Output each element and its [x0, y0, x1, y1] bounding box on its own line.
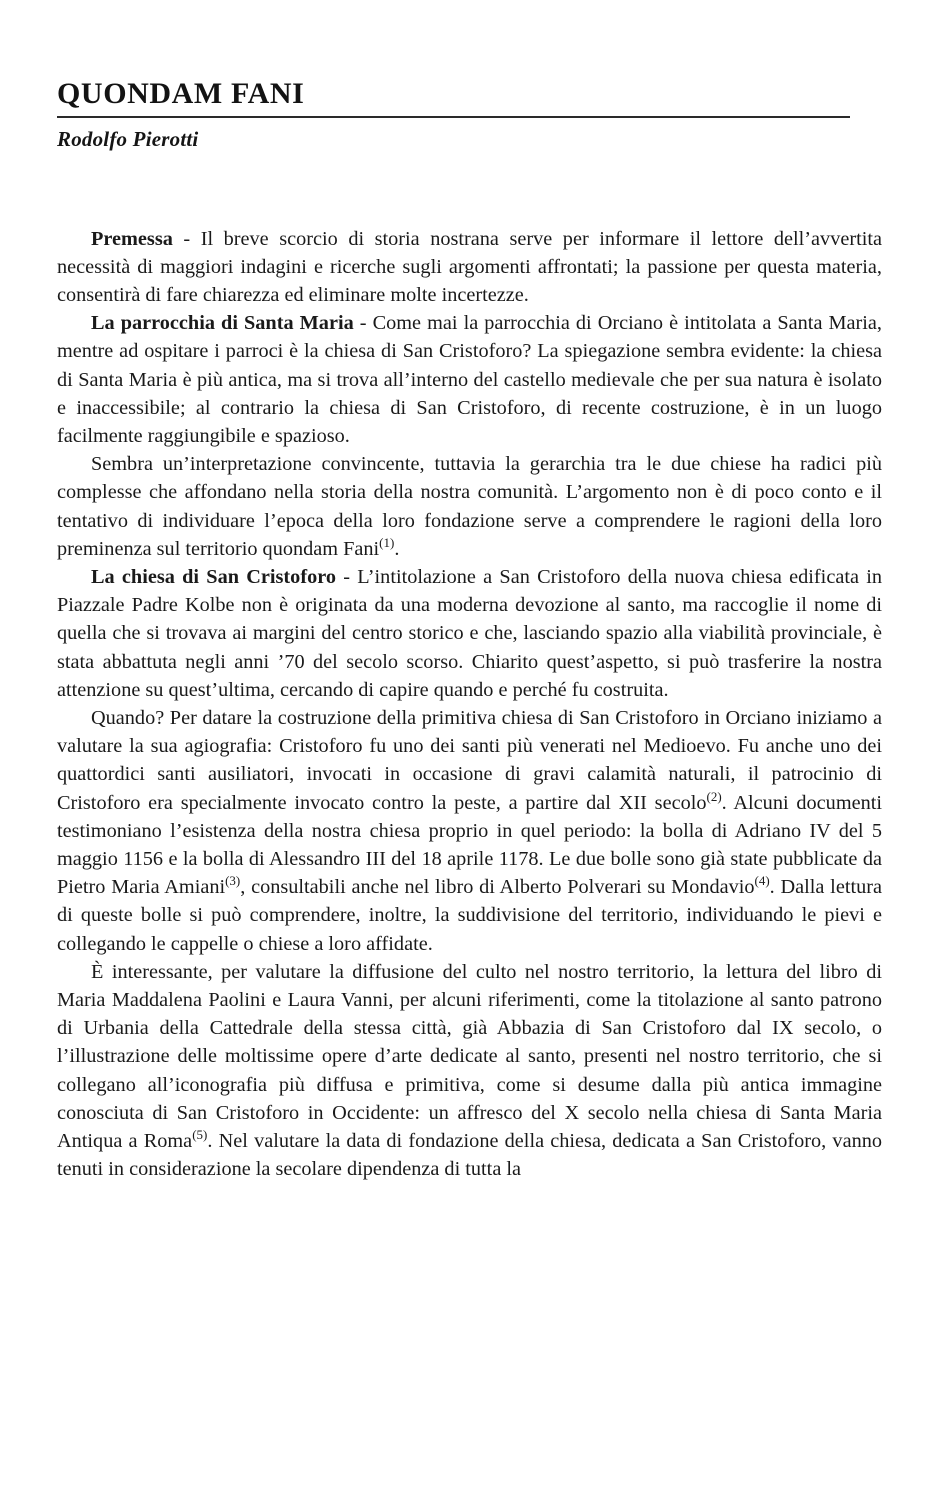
page-title: QUONDAM FANI [57, 77, 305, 110]
author-byline: Rodolfo Pierotti [57, 126, 199, 151]
footnote-marker[interactable]: (3) [225, 873, 241, 889]
footnote-marker[interactable]: (5) [192, 1127, 208, 1143]
paragraph-parrocchia-santa-maria: La parrocchia di Santa Maria - Come mai la parrocchia di Orciano è intitolata a Santa Maria, mentre ad ospitare i parroci è la chiesa di San Cristoforo? La spiegazione sembra evidente: la chiesa di Santa Maria è più antica, ma si trova all’interno del castello medievale che per sua natura è isolato e inaccessibile; al contrario la chiesa di San Cristoforo, di recente costruzione, è in un luogo facilmente raggiungibile e spazioso. [57, 312, 882, 447]
paragraph-chiesa-san-cristoforo: La chiesa di San Cristoforo - L’intitolazione a San Cristoforo della nuova chiesa edificata in Piazzale Padre Kolbe non è originata da una moderna devozione al santo, ma raccoglie il nome di quella che si trovava ai margini del centro storico e che, lasciando spazio alla viabilità provinciale, è stata abbattuta negli anni ’70 del secolo scorso. Chiarito quest’aspetto, si può trasferire la nostra attenzione su quest’ultima, cercando di capire quando e perché fu costruita. [57, 565, 882, 701]
paragraph-lead-in: Premessa [91, 227, 173, 250]
paragraph-lead-in: La chiesa di San Cristoforo [91, 565, 336, 588]
footnote-marker[interactable]: (1) [379, 534, 395, 550]
paragraph-lead-in: La parrocchia di Santa Maria [91, 312, 354, 335]
page-content [57, 78, 882, 1183]
paragraph-e-interessante: È interessante, per valutare la diffusione del culto nel nostro territorio, la lettura del libro di Maria Maddalena Paolini e Laura Vanni, per alcuni riferimenti, come la titolazione al santo patrono di Urbania della Cattedrale della stessa città, già Abbazia di San Cristoforo dal IX secolo, o l’illustrazione delle moltissime opere d’arte dedicate al santo, presenti nel nostro territorio, che si collegano all’iconografia più diffusa e primitiva, come si desume dalla più antica immagine conosciuta di San Cristoforo in Occidente: un affresco del X secolo nella chiesa di Santa Maria Antiqua a Roma$^{(5)}$. Nel valutare la data di fondazione della chiesa, dedicata a San Cristoforo, vanno tenuti in considerazione la secolare dipendenza di tutta la [57, 960, 882, 1181]
paragraph-premessa: Premessa - Il breve scorcio di storia nostrana serve per informare il lettore dell’avvertita necessità di maggiori indagini e ricerche sugli argomenti affrontati; la passione per questa materia, consentirà di fare chiarezza ed eliminare molte incertezze. [57, 227, 882, 306]
footnote-marker[interactable]: (4) [754, 873, 770, 889]
paragraph-quando-datare: Quando? Per datare la costruzione della primitiva chiesa di San Cristoforo in Orciano iniziamo a valutare la sua agiografia: Cristoforo fu uno dei santi più venerati nel Medioevo. Fu anche uno dei quattordici santi ausiliatori, invocati in occasione di gravi calamità naturali, il patrocinio di Cristoforo era specialmente invocato contro la peste, a partire dal XII secolo$^{(2)}$. Alcuni documenti testimoniano l’esistenza della nostra chiesa proprio in quel periodo: la bolla di Adriano IV del 5 maggio 1156 e la bolla di Alessandro III del 18 aprile 1178. Le due bolle sono già state pubblicate da Pietro Maria Amiani$^{(3)}$, consultabili anche nel libro di Alberto Polverari su Mondavio$^{(4)}$. Dalla lettura di queste bolle si può comprendere, inoltre, la suddivisione del territorio, individuando le pievi e collegando le cappelle o chiese a loro affidate. [57, 706, 883, 955]
paragraph-sembra-interpretazione: Sembra un’interpretazione convincente, tuttavia la gerarchia tra le due chiese ha radici più complesse che affondano nella storia della nostra comunità. L’argomento non è di poco conto e il tentativo di individuare l’epoca della loro fondazione serve a comprendere le ragioni della loro preminenza sul territorio quondam Fani$^{(1)}$. [57, 453, 882, 560]
article-body [57, 225, 882, 1184]
footnote-marker[interactable]: (2) [706, 788, 722, 804]
title-divider [57, 116, 850, 118]
